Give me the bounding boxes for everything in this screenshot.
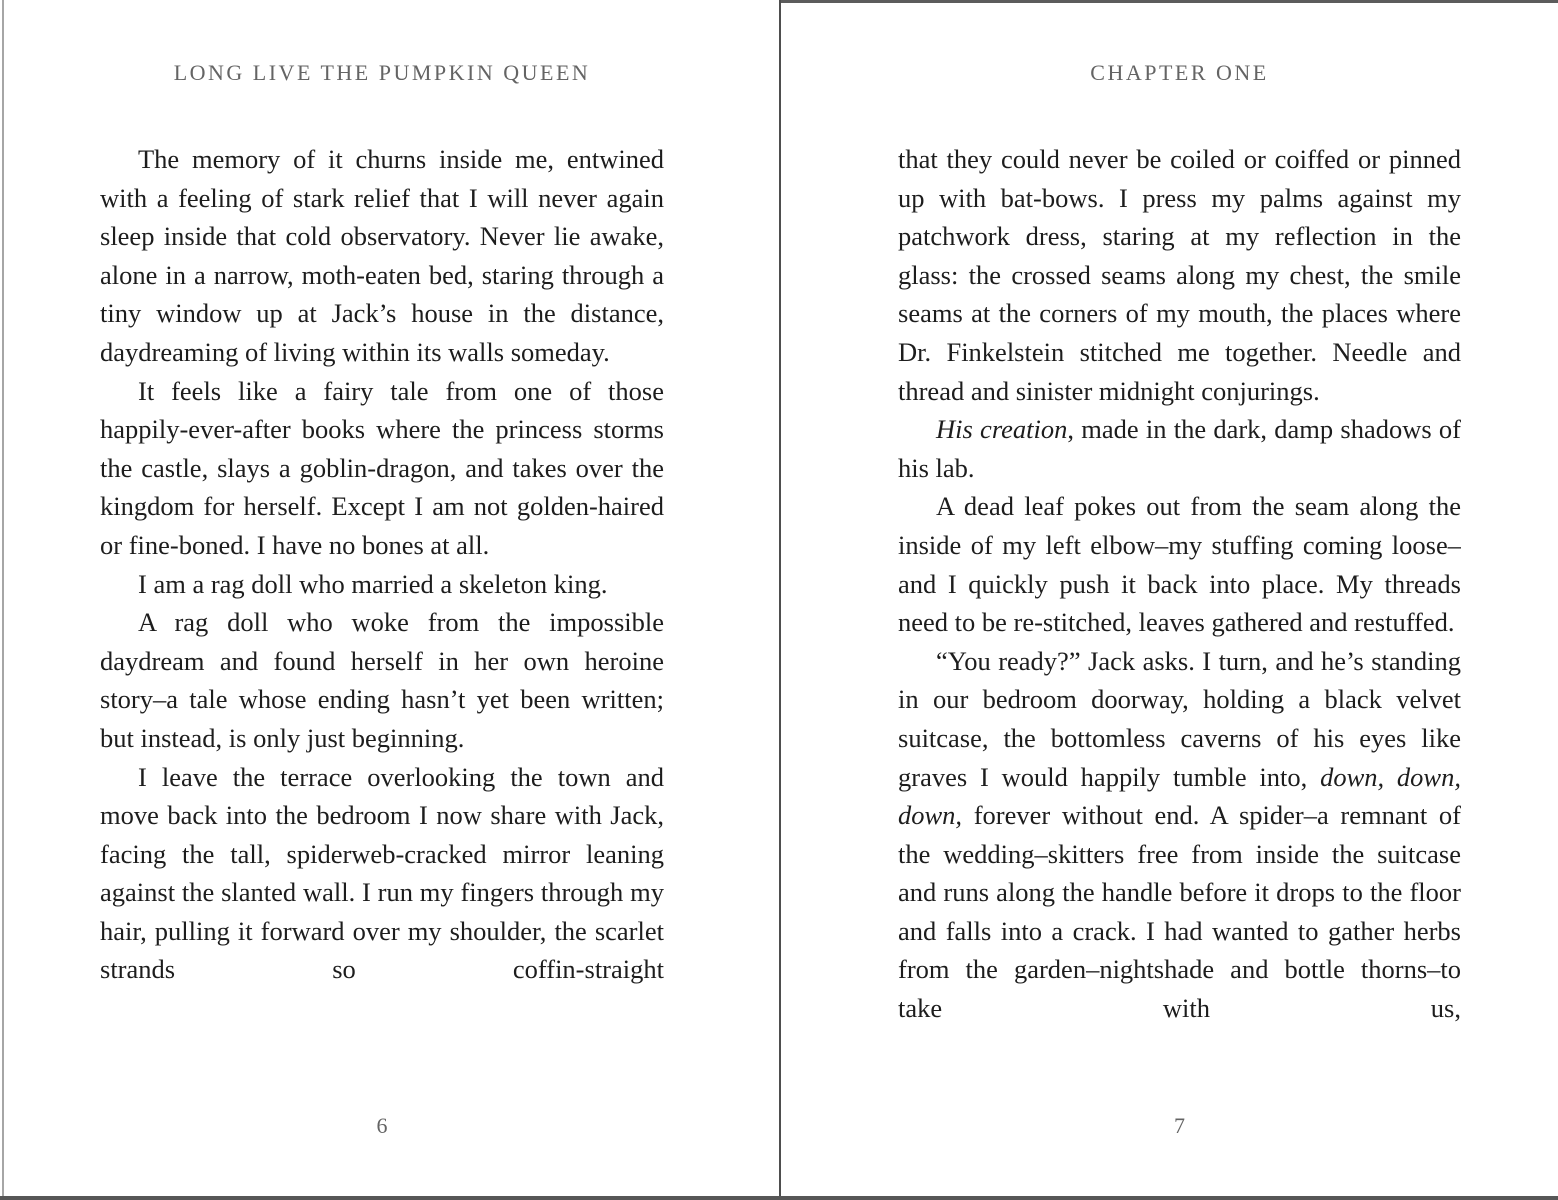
page-body-left [100, 140, 664, 1080]
bottom-border [0, 1196, 1558, 1200]
paragraph: I leave the terrace overlooking the town and move back into the bedroom I now share with Jack, facing the tall, spiderweb-cracked mirror leaning against the slanted wall. I run my fingers through my hair, pulling it forward over my shoulder, the scarlet strands so coffin-straight [100, 761, 664, 985]
paragraph: The memory of it churns inside me, entwined with a feeling of stark relief that I will never again sleep inside that cold observatory. Never lie awake, alone in a narrow, moth-eaten bed, staring through a tiny window up at Jack’s house in the distance, daydreaming of living within its walls someday. [100, 144, 664, 367]
page-number-left: 6 [376, 1113, 388, 1138]
paragraph: It feels like a fairy tale from one of those happily-ever-after books where the princess storms the castle, slays a goblin-dragon, and takes over the kingdom for herself. Except I am not golden-haired or fine-boned. I have no bones at all. [100, 375, 664, 560]
paragraph: that they could never be coiled or coiffed or pinned up with bat-bows. I press my palms against my patchwork dress, staring at my reflection in the glass: the crossed seams along my chest, the smile seams at the corners of my mouth, the places where Dr. Finkelstein stitched me together. Needle and thread and sinister midnight conjurings. [898, 144, 1461, 406]
paragraph: His creation, made in the dark, damp shadows of his lab. [898, 414, 1461, 483]
running-head-right: CHAPTER ONE [1090, 60, 1269, 85]
paragraph: A dead leaf pokes out from the seam along the inside of my left elbow–my stuffing coming loose–and I quickly push it back into place. My threads need to be re-stitched, leaves gathered and restuffed. [898, 491, 1461, 638]
paragraph: I am a rag doll who married a skeleton king. [138, 568, 608, 599]
page-right [781, 0, 1558, 1200]
page-body-right [898, 140, 1461, 1080]
paragraph: A rag doll who woke from the impossible daydream and found herself in her own heroine story–a tale whose ending hasn’t yet been written; but instead, is only just beginning. [100, 607, 664, 753]
running-head-left: LONG LIVE THE PUMPKIN QUEEN [173, 60, 591, 85]
page-number-right: 7 [1174, 1113, 1185, 1138]
top-border-right [781, 0, 1558, 3]
left-edge-line [2, 0, 4, 1200]
paragraph: “You ready?” Jack asks. I turn, and he’s standing in our bedroom doorway, holding a black velvet suitcase, the bottomless caverns of his eyes like graves I would happily tumble into, down, down, down, forever without end. A spider–a remnant of the wedding–skitters free from inside the suitcase and runs along the handle before it drops to the floor and falls into a crack. I had wanted to gather herbs from the garden–nightshade and bottle thorns–to take with us, [898, 645, 1461, 1024]
page-divider-line [779, 0, 781, 1200]
